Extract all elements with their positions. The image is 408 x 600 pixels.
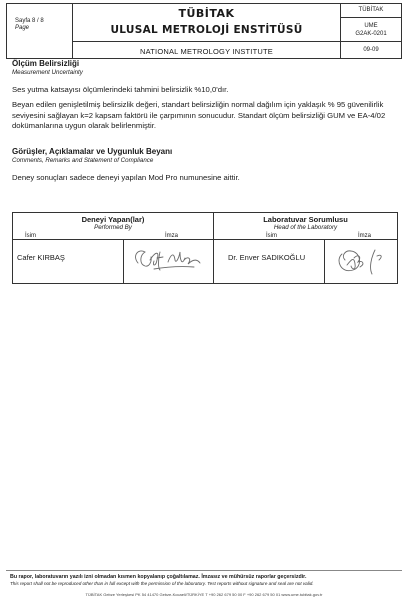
page-label: Sayfa 8 / 8 xyxy=(15,18,44,24)
document-footer xyxy=(6,570,402,597)
institution-name: TÜBİTAK xyxy=(178,7,235,20)
footer-address: TÜBİTAK Gebze Yerleşkesi PK 54 41470 Gebze-Kocaeli/TÜRKİYE T +90 262 679 50 00 F +90 262 679 50 01 www.ume.tubitak.gov.tr xyxy=(85,592,323,597)
page-indicator xyxy=(7,4,73,58)
code-ume: UME xyxy=(364,23,378,29)
lab-head-signature xyxy=(325,240,398,284)
signature-table xyxy=(12,212,398,284)
uncertainty-text-2: Beyan edilen genişletilmiş belirsizlik değeri, standart belirsizliğin normal dağılım için yaklaşık % 95 güvenilirlik seviyesini sağlayan k=2 kapsam faktörü ile çarpımının sonucudur. Standart ölçüm belirsizliği GUM ve EA-4/02 dokümanlarına uygun olarak belirlenmiştir. xyxy=(12,100,386,131)
code-org: TÜBİTAK xyxy=(341,4,401,18)
institution-block xyxy=(73,4,341,58)
performer-signature xyxy=(124,240,214,284)
revision-code: 09-09 xyxy=(363,47,379,53)
uncertainty-text-1: Ses yutma katsayısı ölçümlerindeki tahmini belirsizlik %10,0'dır. xyxy=(12,85,229,94)
lab-head-name: Dr. Enver SADIKOĞLU xyxy=(214,240,325,284)
head-of-lab-header xyxy=(214,213,398,240)
uncertainty-subtitle: Measurement Uncertainty xyxy=(12,69,83,76)
footer-notice-en: This report shall not be reproduced other than in full except with the permission of the laboratory. Test reports without signature and seal are not valid. xyxy=(10,581,314,586)
name-label-right: İsim xyxy=(266,233,277,239)
lab-head-signature-scribble xyxy=(325,240,397,278)
comments-subtitle: Comments, Remarks and Statement of Compliance xyxy=(12,157,154,164)
institute-name: ULUSAL METROLOJİ ENSTİTÜSÜ xyxy=(110,24,303,36)
code-number: G2AK-0201 xyxy=(355,31,387,37)
comments-text: Deney sonuçları sadece deneyi yapılan Mod Pro numunesine aittir. xyxy=(12,173,240,182)
uncertainty-title: Ölçüm Belirsizliği xyxy=(12,59,80,68)
performer-name: Cafer KIRBAŞ xyxy=(13,240,124,284)
performed-by-subtitle: Performed By xyxy=(94,224,132,231)
document-code-block xyxy=(341,4,401,58)
sign-label-right: İmza xyxy=(358,233,372,239)
form-code xyxy=(341,18,401,42)
performer-signature-scribble xyxy=(124,240,212,278)
institute-name-en: NATIONAL METROLOGY INSTITUTE xyxy=(140,47,273,56)
sign-label-left: İmza xyxy=(165,233,179,239)
head-of-lab-title: Laboratuvar Sorumlusu xyxy=(263,215,348,224)
name-label-left: İsim xyxy=(25,233,36,239)
performed-by-header xyxy=(13,213,214,240)
page-label-en: Page xyxy=(15,25,30,31)
head-of-lab-subtitle: Head of the Laboratory xyxy=(273,224,338,231)
comments-title: Görüşler, Açıklamalar ve Uygunluk Beyanı xyxy=(12,147,173,156)
document-header xyxy=(6,3,402,59)
performed-by-title: Deneyi Yapan(lar) xyxy=(81,215,145,224)
footer-notice-tr: Bu rapor, laboratuvarın yazılı izni olmadan kısmen kopyalanıp çoğaltılamaz. İmzasız ve mühürsüz raporlar geçersizdir. xyxy=(10,574,307,580)
